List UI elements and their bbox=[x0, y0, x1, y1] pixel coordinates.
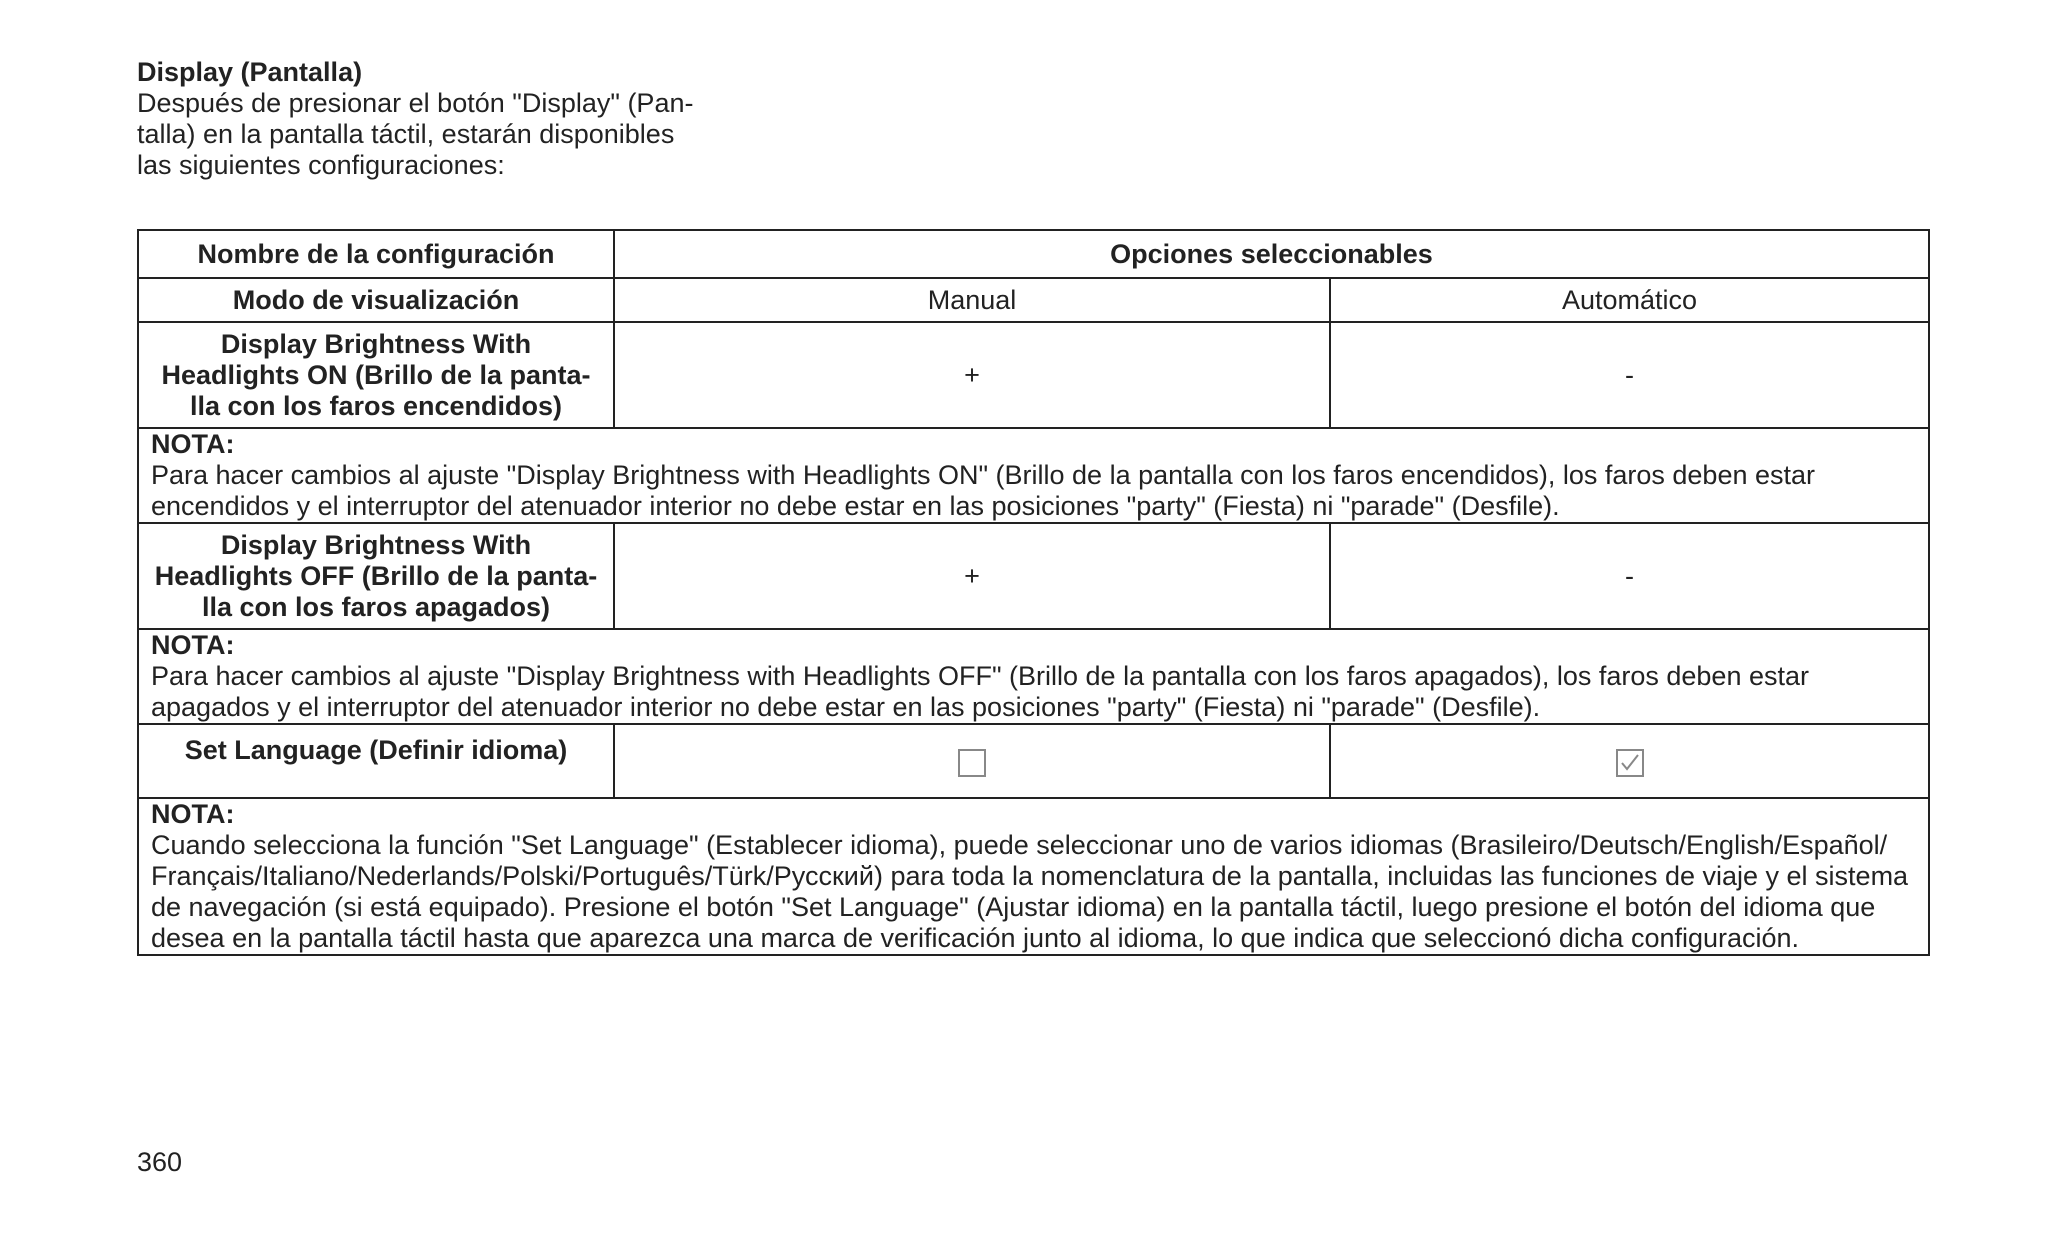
note-row bbox=[138, 629, 1929, 724]
note-title: NOTA: bbox=[151, 630, 235, 660]
language-option-empty bbox=[614, 724, 1330, 798]
option-automatic: Automático bbox=[1330, 278, 1929, 322]
table-row bbox=[138, 278, 1929, 322]
table-row bbox=[138, 523, 1929, 629]
brightness-off-minus: - bbox=[1330, 523, 1929, 629]
brightness-on-minus: - bbox=[1330, 322, 1929, 428]
note-title: NOTA: bbox=[151, 799, 235, 829]
note-text: Para hacer cambios al ajuste "Display Brightness with Headlights OFF" (Brillo de la pantalla con los faros apagados), los faros deben estar apagados y el interruptor del atenuador interior no debe estar en las posiciones "party" (Fiesta) ni "parade" (Desfile). bbox=[151, 661, 1809, 722]
header-setting-name: Nombre de la configuración bbox=[138, 230, 614, 278]
settings-table bbox=[137, 229, 1930, 956]
note-text: Cuando selecciona la función "Set Language" (Establecer idioma), puede seleccionar uno de varios idiomas (Brasileiro/Deutsch/English/Español/ Français/Italiano/Nederlands/Polski/Português/Türk/Русский) para toda la nomenclatura de la pantalla, incluidas las funciones de viaje y el sistema de navegación (si está equipado). Presione el botón "Set Language" (Ajustar idioma) en la pantalla táctil, luego presione el botón del idioma que desea en la pantalla táctil hasta que aparezca una marca de verificación junto al idioma, lo que indica que seleccionó dicha configuración. bbox=[151, 830, 1909, 953]
page-number: 360 bbox=[137, 1147, 183, 1177]
set-language-label: Set Language (Definir idioma) bbox=[138, 724, 614, 798]
note-row bbox=[138, 798, 1929, 955]
intro-paragraph: Después de presionar el botón "Display" (Pan-talla) en la pantalla táctil, estarán disponibles las siguientes configuraciones: bbox=[137, 88, 694, 180]
note-row bbox=[138, 428, 1929, 523]
brightness-headlights-off-label: Display Brightness With Headlights OFF (Brillo de la panta-lla con los faros apagados) bbox=[138, 523, 614, 629]
table-header-row bbox=[138, 230, 1929, 278]
section-heading: Display (Pantalla) bbox=[137, 57, 363, 87]
checked-checkbox-icon bbox=[1616, 749, 1644, 777]
note-text: Para hacer cambios al ajuste "Display Brightness with Headlights ON" (Brillo de la pantalla con los faros encendidos), los faros deben estar encendidos y el interruptor del atenuador interior no debe estar en las posiciones "party" (Fiesta) ni "parade" (Desfile). bbox=[151, 460, 1816, 521]
option-manual: Manual bbox=[614, 278, 1330, 322]
table-row bbox=[138, 322, 1929, 428]
note-headlights-on bbox=[138, 428, 1929, 523]
note-headlights-off bbox=[138, 629, 1929, 724]
header-selectable-options: Opciones seleccionables bbox=[614, 230, 1929, 278]
brightness-headlights-on-label: Display Brightness With Headlights ON (Brillo de la panta-lla con los faros encendidos) bbox=[138, 322, 614, 428]
note-set-language bbox=[138, 798, 1929, 955]
table-row bbox=[138, 724, 1929, 798]
language-option-checked bbox=[1330, 724, 1929, 798]
intro-section bbox=[137, 57, 707, 181]
brightness-off-plus: + bbox=[614, 523, 1330, 629]
note-title: NOTA: bbox=[151, 429, 235, 459]
empty-checkbox-icon bbox=[958, 749, 986, 777]
display-mode-label: Modo de visualización bbox=[138, 278, 614, 322]
brightness-on-plus: + bbox=[614, 322, 1330, 428]
